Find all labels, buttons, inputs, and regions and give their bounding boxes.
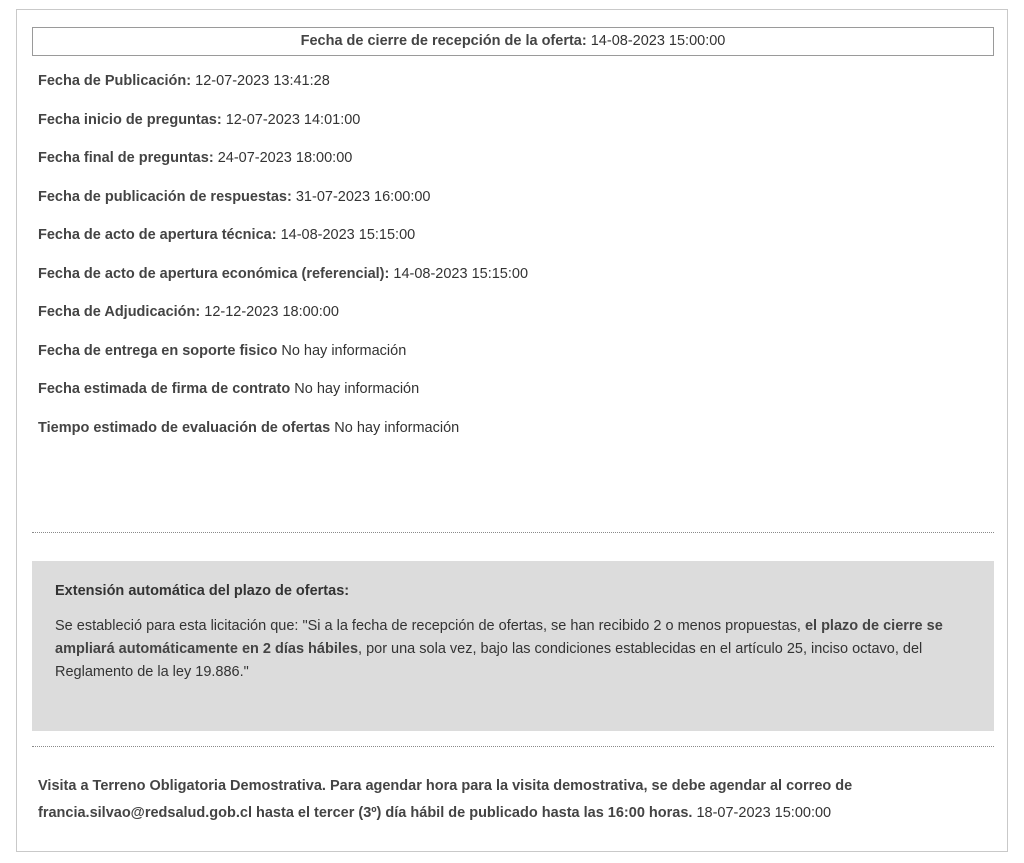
evaluation-time-label: Tiempo estimado de evaluación de ofertas — [38, 419, 331, 436]
dotted-divider-top — [32, 532, 994, 533]
dotted-divider-bottom — [32, 746, 994, 747]
extension-text-bold: el plazo de cierre se ampliará automáticamente en 2 días hábiles — [55, 618, 943, 657]
row-questions-start — [38, 111, 988, 150]
questions-end-value: 24-07-2023 18:00:00 — [217, 150, 353, 166]
row-award-date — [38, 303, 988, 342]
row-physical-delivery — [38, 342, 988, 381]
economic-opening-label: Fecha de acto de apertura económica (referencial): — [38, 265, 390, 282]
physical-delivery-value: No hay información — [281, 342, 407, 359]
award-date-value: 12-12-2023 18:00:00 — [204, 304, 339, 320]
extension-text-end: , por una sola vez, bajo las condiciones establecidas en el artículo 25, inciso octavo, del Reglamento de la ley 19.886." — [55, 641, 923, 680]
closing-date-value: 14-08-2023 15:00:00 — [590, 33, 726, 49]
contract-signature-label: Fecha estimada de firma de contrato — [38, 381, 291, 397]
answers-publication-label: Fecha de publicación de respuestas: — [38, 188, 292, 205]
row-answers-publication — [38, 188, 988, 227]
extension-title: Extensión automática del plazo de ofertas: — [55, 583, 350, 599]
extension-text — [55, 615, 974, 684]
site-visit-label: Visita a Terreno Obligatoria Demostrativa. Para agendar hora para la visita demostrativa, se debe agendar al correo de francia.silvao@redsalud.gob.cl hasta el tercer (3º) día hábil de publicado hasta las 16:00 horas. — [38, 778, 853, 821]
publication-date-label: Fecha de Publicación: — [38, 73, 192, 89]
closing-date-box — [32, 27, 994, 56]
row-evaluation-time — [38, 419, 988, 458]
date-rows — [38, 72, 988, 457]
answers-publication-value: 31-07-2023 16:00:00 — [295, 188, 431, 205]
technical-opening-label: Fecha de acto de apertura técnica: — [38, 227, 277, 243]
technical-opening-value: 14-08-2023 15:15:00 — [280, 227, 416, 243]
questions-end-label: Fecha final de preguntas: — [38, 150, 214, 166]
row-contract-signature — [38, 380, 988, 419]
site-visit-info — [38, 773, 988, 827]
extension-text-start: Se estableció para esta licitación que: "Si a la fecha de recepción de ofertas, se han recibido 2 o menos propuestas, — [55, 618, 801, 634]
row-questions-end — [38, 149, 988, 188]
award-date-label: Fecha de Adjudicación: — [38, 304, 201, 320]
physical-delivery-label: Fecha de entrega en soporte fisico — [38, 342, 278, 359]
dates-panel — [16, 9, 1008, 852]
extension-notice-box — [32, 561, 994, 731]
row-technical-opening — [38, 226, 988, 265]
economic-opening-value: 14-08-2023 15:15:00 — [393, 265, 529, 282]
contract-signature-value: No hay información — [294, 381, 420, 397]
row-publication-date — [38, 72, 988, 111]
questions-start-label: Fecha inicio de preguntas: — [38, 111, 222, 128]
closing-date-label: Fecha de cierre de recepción de la oferta: — [300, 33, 587, 49]
site-visit-value: 18-07-2023 15:00:00 — [696, 805, 832, 821]
publication-date-value: 12-07-2023 13:41:28 — [195, 73, 330, 89]
evaluation-time-value: No hay información — [334, 419, 460, 436]
questions-start-value: 12-07-2023 14:01:00 — [225, 111, 361, 128]
row-economic-opening — [38, 265, 988, 304]
